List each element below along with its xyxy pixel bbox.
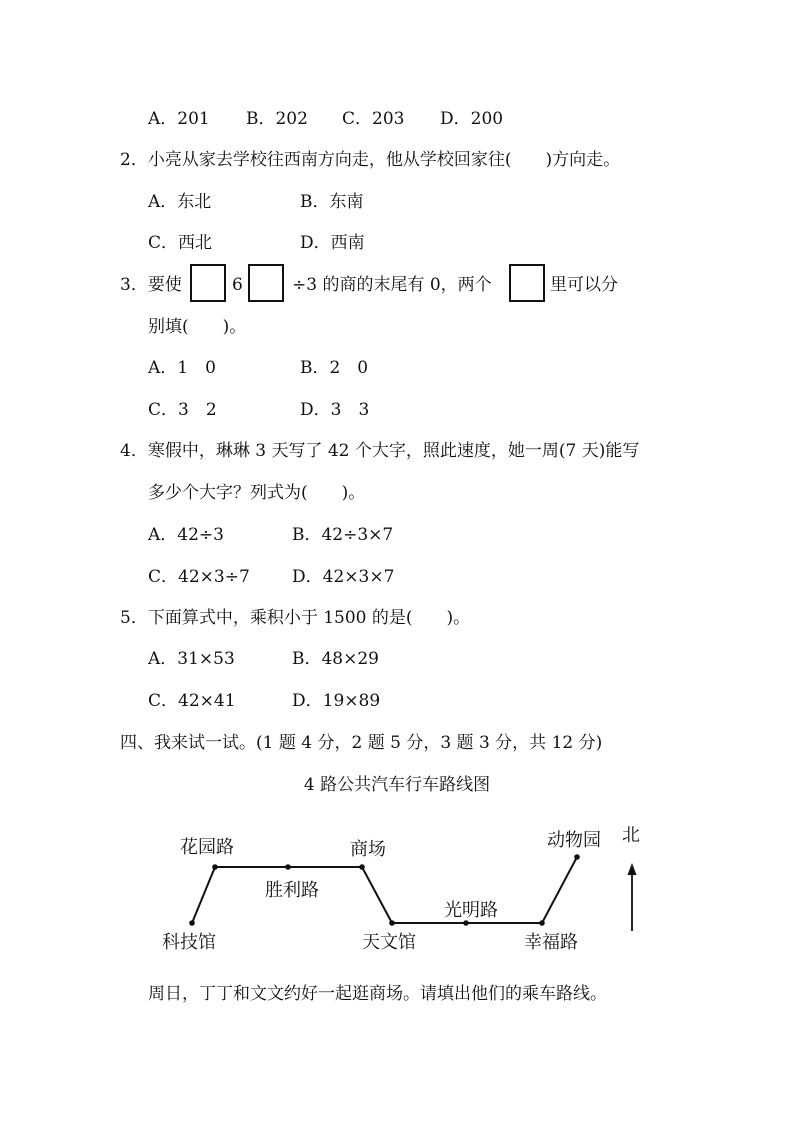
- q3-option-b: B．2 0: [300, 358, 369, 378]
- stop-label-keji: 科技馆: [162, 932, 216, 953]
- stop-dot-huayuan: [212, 864, 218, 870]
- q4-option-b: B．42÷3×7: [292, 525, 394, 545]
- q2-option-d: D．西南: [300, 233, 365, 253]
- stop-dot-shangchang: [359, 864, 365, 870]
- q3-stem-middle: ÷3 的商的末尾有 0，两个: [292, 275, 492, 295]
- q2-option-b: B．东南: [300, 192, 364, 212]
- q3-option-a: A．1 0: [148, 358, 216, 378]
- stop-dot-keji: [189, 920, 195, 926]
- q3-option-d: D．3 3: [300, 400, 370, 420]
- q4-option-c: C．42×3÷7: [148, 567, 250, 587]
- q1-option-d: D．200: [440, 109, 504, 129]
- q4-stem-line1: 4．寒假中，琳琳 3 天写了 42 个大字，照此速度，她一周(7 天)能写: [120, 441, 640, 461]
- stop-dot-tianwen: [389, 920, 395, 926]
- q5-option-c: C．42×41: [148, 691, 236, 711]
- map-title: 4 路公共汽车行车路线图: [303, 775, 491, 795]
- q5-option-d: D．19×89: [292, 691, 381, 711]
- stop-label-shangchang: 商场: [350, 839, 386, 860]
- q2-option-a: A．东北: [148, 192, 212, 212]
- q1-option-b: B．202: [246, 109, 308, 129]
- q3-stem-prefix: 3．要使: [120, 275, 182, 295]
- q3-blank-box-3: [509, 264, 545, 302]
- bus-route-map: [0, 815, 794, 965]
- q3-stem-line2: 别填( )。: [148, 317, 247, 337]
- route-line: [192, 857, 577, 923]
- q3-blank-box-1: [190, 264, 226, 302]
- stop-dot-guangming: [463, 920, 469, 926]
- stop-dot-shengli: [285, 864, 291, 870]
- q3-stem-suffix: 里可以分: [550, 275, 618, 295]
- q2-option-c: C．西北: [148, 233, 213, 253]
- stop-label-tianwen: 天文馆: [362, 932, 416, 953]
- section-4-heading: 四、我来试一试。(1 题 4 分，2 题 5 分，3 题 3 分，共 12 分): [120, 733, 603, 753]
- stop-label-guangming: 光明路: [444, 900, 498, 921]
- q5-stem: 5．下面算式中，乘积小于 1500 的是( )。: [120, 608, 471, 628]
- north-label: 北: [622, 825, 640, 846]
- q4-stem-line2: 多少个大字？列式为( )。: [148, 483, 366, 503]
- q1-option-c: C．203: [342, 109, 405, 129]
- q5-option-b: B．48×29: [292, 649, 380, 669]
- north-arrow-icon: [628, 863, 637, 931]
- q1-option-a: A．201: [148, 109, 210, 129]
- stop-label-dongwu: 动物园: [547, 830, 601, 851]
- q3-digit: 6: [232, 275, 243, 295]
- q3-option-c: C．3 2: [148, 400, 217, 420]
- map-question-prompt: 周日，丁丁和文文约好一起逛商场。请填出他们的乘车路线。: [148, 984, 607, 1004]
- stop-dot-dongwu: [574, 854, 580, 860]
- stop-label-shengli: 胜利路: [265, 880, 319, 901]
- q4-option-a: A．42÷3: [148, 525, 224, 545]
- q4-option-d: D．42×3×7: [292, 567, 395, 587]
- stop-label-xingfu: 幸福路: [524, 932, 578, 953]
- stop-label-huayuan: 花园路: [180, 837, 234, 858]
- q2-stem: 2．小亮从家去学校往西南方向走，他从学校回家往( )方向走。: [120, 150, 621, 170]
- q5-option-a: A．31×53: [148, 649, 235, 669]
- stop-dot-xingfu: [539, 920, 545, 926]
- q3-blank-box-2: [248, 264, 284, 302]
